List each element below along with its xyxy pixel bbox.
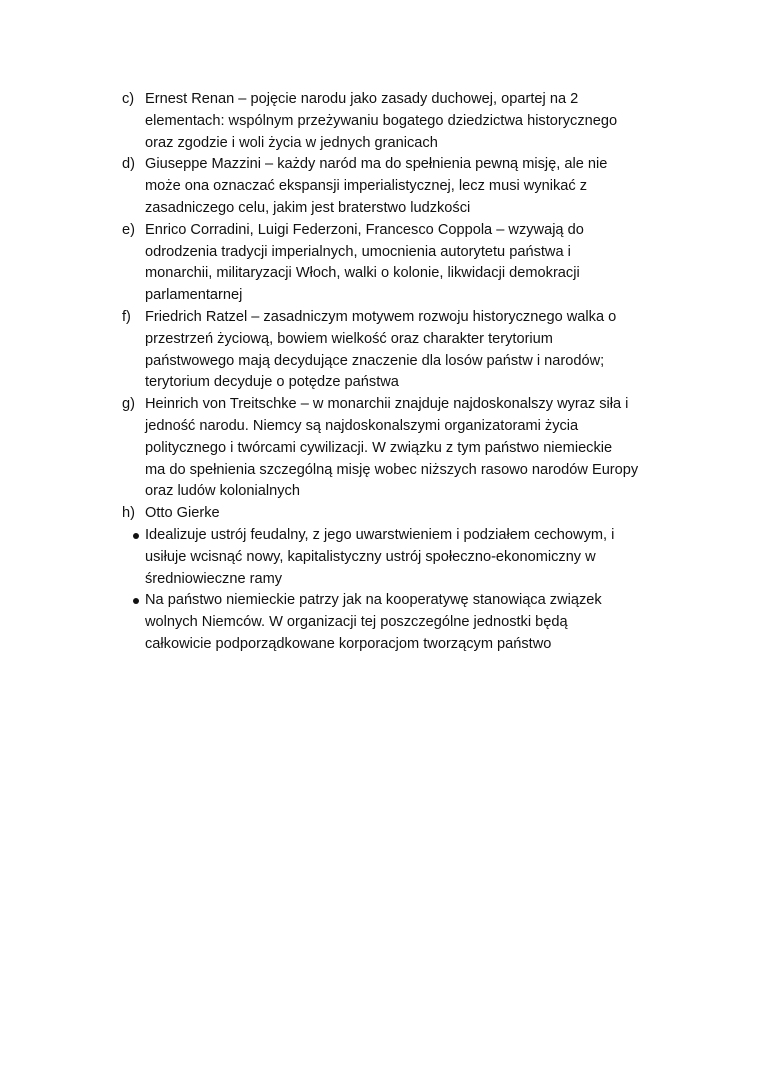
list-item-text xyxy=(145,503,622,525)
text-line: terytorium decyduje o potędze państwa xyxy=(145,374,399,391)
list-marker: d) xyxy=(122,156,135,173)
bullet-icon xyxy=(131,525,145,547)
text-line: całkowicie podporządkowane korporacjom tworzącym państwo xyxy=(145,635,552,652)
list-marker: f) xyxy=(122,308,131,325)
bullet-item xyxy=(131,525,622,590)
list-item-g xyxy=(122,394,639,503)
list-item-text xyxy=(145,220,622,307)
list-item-e xyxy=(122,220,622,307)
text-line: może ona oznaczać ekspansji imperialistycznej, lecz musi wynikać z xyxy=(145,178,588,195)
text-line: Friedrich Ratzel – zasadniczym motywem rozwoju historycznego walka o xyxy=(145,308,617,325)
bullet-text xyxy=(145,525,622,590)
list-marker: h) xyxy=(122,505,135,522)
text-line: usiłuje wcisnąć nowy, kapitalistyczny ustrój społeczno-ekonomiczny w xyxy=(145,548,596,565)
text-line: Enrico Corradini, Luigi Federzoni, Francesco Coppola – wzywają do xyxy=(145,221,584,238)
text-line: średniowieczne ramy xyxy=(145,570,283,587)
bullet-icon xyxy=(131,590,145,612)
text-line: przestrzeń życiową, bowiem wielkość oraz charakter terytorium xyxy=(145,330,553,347)
text-line: parlamentarnej xyxy=(145,287,243,304)
text-line: Idealizuje ustrój feudalny, z jego uwarstwieniem i podziałem cechowym, i xyxy=(145,526,615,543)
text-line: Otto Gierke xyxy=(145,505,220,522)
list-item-c xyxy=(122,89,622,154)
list-item-text xyxy=(145,307,622,394)
text-line: oraz zgodzie i woli życia w jednych granicach xyxy=(145,134,438,151)
text-line: oraz ludów kolonialnych xyxy=(145,483,300,500)
list-marker: g) xyxy=(122,396,135,413)
text-line: państwowego mają decydujące znaczenie dla losów państw i narodów; xyxy=(145,352,605,369)
text-line: Na państwo niemieckie patrzy jak na kooperatywę stanowiąca związek xyxy=(145,592,602,609)
text-line: Giuseppe Mazzini – każdy naród ma do spełnienia pewną misję, ale nie xyxy=(145,156,608,173)
text-line: Ernest Renan – pojęcie narodu jako zasady duchowej, opartej na 2 xyxy=(145,91,579,107)
bullet-text xyxy=(145,590,622,655)
text-line: politycznego i twórcami cywilizacji. W związku z tym państwo niemieckie xyxy=(145,439,613,456)
text-line: wolnych Niemców. W organizacji tej poszczególne jednostki będą xyxy=(145,614,568,631)
list-marker: e) xyxy=(122,221,135,238)
text-line: odrodzenia tradycji imperialnych, umocnienia autorytetu państwa i xyxy=(145,243,571,260)
text-line: Heinrich von Treitschke – w monarchii znajduje najdoskonalszy wyraz siła i xyxy=(145,396,629,413)
list-item-d xyxy=(122,154,622,219)
list-item-h xyxy=(122,503,622,525)
list-item-text xyxy=(145,394,638,503)
text-line: elementach: wspólnym przeżywaniu bogatego dziedzictwa historycznego xyxy=(145,112,618,129)
text-line: monarchii, militaryzacji Włoch, walki o kolonie, likwidacji demokracji xyxy=(145,265,580,282)
text-line: ma do spełnienia szczególną misję wobec niższych rasowo narodów Europy xyxy=(145,461,639,478)
page-content xyxy=(122,89,639,656)
list-item-f xyxy=(122,307,622,394)
list-item-text xyxy=(145,154,622,219)
text-line: zasadniczego celu, jakim jest braterstwo ludzkości xyxy=(145,199,471,216)
bullet-list xyxy=(131,525,622,656)
bullet-item xyxy=(131,590,622,655)
list-item-text xyxy=(145,89,622,154)
text-line: jedność narodu. Niemcy są najdoskonalszymi organizatorami życia xyxy=(145,417,579,434)
list-marker: c) xyxy=(122,91,135,107)
